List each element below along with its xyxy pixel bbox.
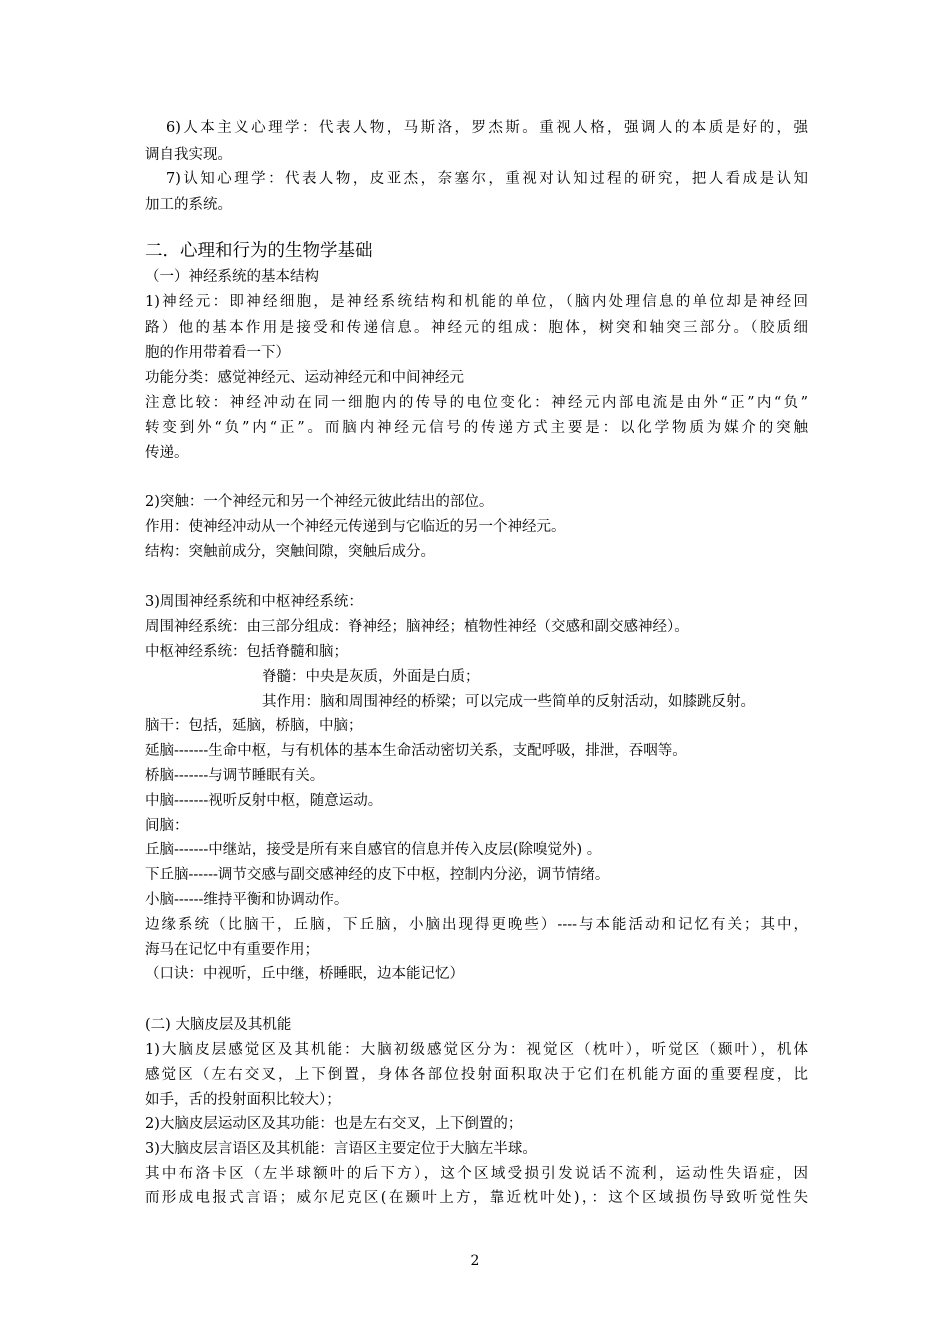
- page-number: 2: [470, 1253, 480, 1269]
- text-line: 下丘脑------调节交感与副交感神经的皮下中枢，控制内分泌，调节情绪。: [145, 867, 610, 883]
- text-line: 调自我实现。: [145, 147, 232, 163]
- section-heading: 二．心理和行为的生物学基础: [145, 241, 373, 261]
- text-line: 小脑------维持平衡和协调动作。: [145, 892, 349, 908]
- text-line: 脑干：包括，延脑，桥脑，中脑；: [145, 718, 363, 734]
- text-line: 3)大脑皮层言语区及其机能：言语区主要定位于大脑左半球。: [145, 1141, 537, 1157]
- text-line: 作用：使神经冲动从一个神经元传递到与它临近的另一个神经元。: [145, 519, 566, 535]
- text-line: 路）他的基本作用是接受和传递信息。神经元的组成：胞体，树突和轴突三部分。（胶质细: [145, 320, 808, 336]
- subsection-heading: (二) 大脑皮层及其机能: [145, 1017, 292, 1033]
- text-line: 间脑：: [145, 818, 189, 834]
- text-line: （口诀：中视听，丘中继，桥睡眠，边本能记忆）: [145, 966, 464, 982]
- text-line: 感觉区（左右交叉，上下倒置，身体各部位投射面积取决于它们在机能方面的重要程度，比: [145, 1067, 808, 1083]
- text-line: 其中布洛卡区（左半球额叶的后下方），这个区域受损引发说话不流利，运动性失语症，因: [145, 1166, 808, 1182]
- text-line: 功能分类：感觉神经元、运动神经元和中间神经元: [145, 370, 464, 386]
- text-line: 胞的作用带着看一下）: [145, 345, 290, 361]
- text-line: 如手，舌的投射面积比较大）；: [145, 1092, 341, 1108]
- text-line: 加工的系统。: [145, 197, 232, 213]
- text-line: 2)突触：一个神经元和另一个神经元彼此结出的部位。: [145, 494, 494, 510]
- text-line: 结构：突触前成分，突触间隙，突触后成分。: [145, 544, 435, 560]
- text-line: 转变到外“负”内“正”。而脑内神经元信号的传递方式主要是：以化学物质为媒介的突触: [145, 420, 808, 436]
- subsection-heading: （一）神经系统的基本结构: [145, 269, 319, 285]
- text-line: 中枢神经系统：包括脊髓和脑；: [145, 644, 348, 660]
- text-line: 3)周围神经系统和中枢神经系统：: [145, 594, 363, 610]
- text-line: 而形成电报式言语；威尔尼克区(在颞叶上方，靠近枕叶处)，：这个区域损伤导致听觉性失: [145, 1190, 808, 1206]
- text-line: 注意比较：神经冲动在同一细胞内的传导的电位变化：神经元内部电流是由外“正”内“负”: [145, 395, 808, 411]
- text-line: 2)大脑皮层运动区及其功能：也是左右交叉，上下倒置的；: [145, 1116, 523, 1132]
- text-line: 延脑-------生命中枢，与有机体的基本生命活动密切关系，支配呼吸，排泄，吞咽等。: [145, 743, 687, 759]
- text-line: 1)神经元：即神经细胞，是神经系统结构和机能的单位，（脑内处理信息的单位却是神经回: [145, 294, 808, 310]
- text-line: 传递。: [145, 445, 189, 461]
- text-line: 脊髓：中央是灰质，外面是白质；: [262, 669, 480, 685]
- text-line: 边缘系统（比脑干，丘脑，下丘脑，小脑出现得更晚些）----与本能活动和记忆有关；其中，: [145, 917, 808, 933]
- text-line: 桥脑-------与调节睡眠有关。: [145, 768, 325, 784]
- text-line: 6)人本主义心理学：代表人物，马斯洛，罗杰斯。重视人格，强调人的本质是好的，强: [166, 120, 808, 136]
- text-line: 其作用：脑和周围神经的桥梁；可以完成一些简单的反射活动，如膝跳反射。: [262, 694, 755, 710]
- text-line: 7)认知心理学：代表人物，皮亚杰，奈塞尔，重视对认知过程的研究，把人看成是认知: [166, 171, 808, 187]
- text-line: 丘脑-------中继站，接受是所有来自感官的信息并传入皮层(除嗅觉外) 。: [145, 842, 602, 858]
- text-line: 周围神经系统：由三部分组成：脊神经；脑神经；植物性神经（交感和副交感神经）。: [145, 619, 689, 635]
- text-line: 1)大脑皮层感觉区及其机能：大脑初级感觉区分为：视觉区（枕叶），听觉区（颞叶），机体: [145, 1042, 808, 1058]
- text-line: 海马在记忆中有重要作用；: [145, 942, 319, 958]
- text-line: 中脑-------视听反射中枢，随意运动。: [145, 793, 383, 809]
